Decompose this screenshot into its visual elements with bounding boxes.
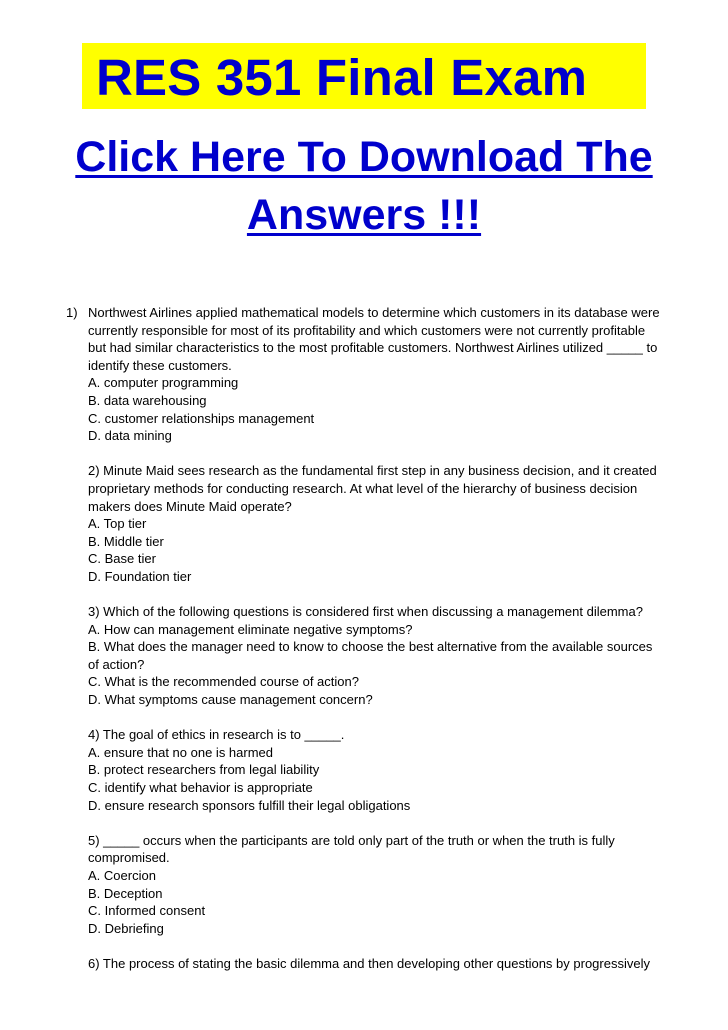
question-line: C. Base tier <box>88 551 156 567</box>
question-line: D. data mining <box>88 428 172 444</box>
question-line: A. computer programming <box>88 375 239 391</box>
question-block <box>66 955 692 973</box>
question-line: compromised. <box>88 850 170 866</box>
question-line: D. What symptoms cause management concern? <box>88 692 373 708</box>
question-number: 1) <box>66 305 78 320</box>
question-text-line: Northwest Airlines applied mathematical models to determine which customers in its database were <box>88 305 660 320</box>
question-line: makers does Minute Maid operate? <box>88 498 292 514</box>
question-line: C. Informed consent <box>88 903 206 919</box>
question-line: C. customer relationships management <box>88 410 315 426</box>
question-line: A. Coercion <box>88 868 156 883</box>
question-text-line: 3) Which of the following questions is considered first when discussing a management dilemma? <box>88 604 643 620</box>
question-line: D. Debriefing <box>88 920 164 936</box>
question-line: B. Deception <box>88 885 163 901</box>
question-line: C. What is the recommended course of action? <box>88 674 359 690</box>
question-line: A. Top tier <box>88 516 147 532</box>
question-line: currently responsible for most of its profitability and which customers were not currently profitable <box>88 322 646 338</box>
question-block <box>66 832 692 938</box>
download-answers-link[interactable] <box>62 128 666 244</box>
question-line: B. Middle tier <box>88 533 164 549</box>
question-line: B. protect researchers from legal liability <box>88 762 320 778</box>
question-line: C. identify what behavior is appropriate <box>88 780 313 796</box>
question-text-line: 6) The process of stating the basic dilemma and then developing other questions by progressively <box>88 955 650 971</box>
question-line: of action? <box>88 656 145 672</box>
page-title: RES 351 Final Exam <box>96 49 588 106</box>
download-link-line-2: Answers !!! <box>246 191 482 239</box>
download-link-line-1: Click Here To Download The <box>75 133 653 181</box>
question-block <box>66 603 692 709</box>
question-block <box>66 462 692 585</box>
question-list <box>66 304 692 990</box>
question-line: A. ensure that no one is harmed <box>88 744 274 760</box>
question-line: D. Foundation tier <box>88 568 192 584</box>
question-line: D. ensure research sponsors fulfill their legal obligations <box>88 797 411 813</box>
question-line: A. How can management eliminate negative symptoms? <box>88 621 413 637</box>
question-text-line: 4) The goal of ethics in research is to _____. <box>88 727 345 743</box>
question-line: but had similar characteristics to the most profitable customers. Northwest Airlines utilized _____ to <box>88 340 658 356</box>
question-line: B. data warehousing <box>88 392 207 408</box>
question-block <box>66 304 692 445</box>
question-block <box>66 726 692 814</box>
question-text-line: 2) Minute Maid sees research as the fundamental first step in any business decision, and it created <box>88 463 657 479</box>
question-line: identify these customers. <box>88 357 232 373</box>
question-line: B. What does the manager need to know to choose the best alternative from the available sources <box>88 639 653 655</box>
question-text-line: 5) _____ occurs when the participants are told only part of the truth or when the truth is fully <box>88 832 615 848</box>
question-line: proprietary methods for conducting research. At what level of the hierarchy of business decision <box>88 480 638 496</box>
